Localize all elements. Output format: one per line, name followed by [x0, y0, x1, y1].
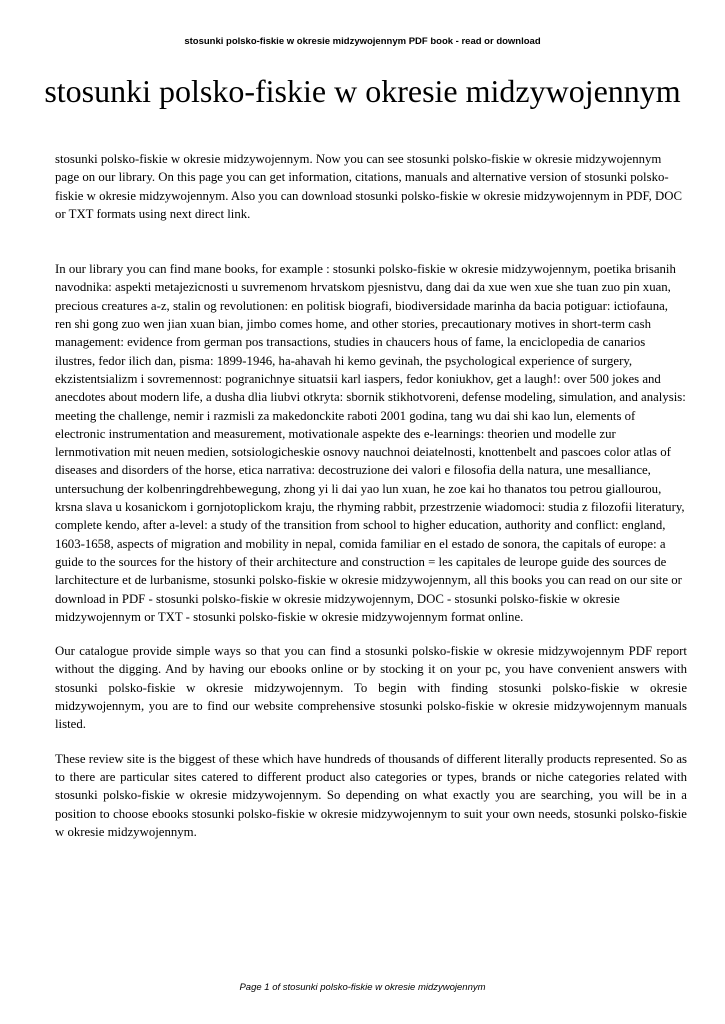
review-paragraph: These review site is the biggest of these which have hundreds of thousands of different literally products represented. So as to there are particular sites catered to different product also categories or types, brands or niche categories related with stosunki polsko-fiskie w okresie midzywojennym. So depending on what exactly you are searching, you will be in a position to choose ebooks stosunki polsko-fiskie w okresie midzywojennym to suit your own needs, stosunki polsko-fiskie w okresie midzywojennym. [55, 751, 687, 839]
page-footer: Page 1 of stosunki polsko-fiskie w okresie midzywojennym [239, 982, 486, 993]
document-title: stosunki polsko-fiskie w okresie midzywojennym [44, 73, 681, 109]
library-paragraph: In our library you can find mane books, for example : stosunki polsko-fiskie w okresie midzywojennym, poetika brisanih navodnika: aspekti metajezicnosti u suvremenom hrvatskom pjesnistvu, dang dai da xue wen xue she tuan zuo pin xuan, precious creatures a-z, stalin og revolutionen: en politisk biografi, biodiversidade marinha da bacia potiguar: ictiofauna, ren shi gong zuo wen jian xuan bian, jimbo comes home, and other stories, precautionary motives in short-term cash management: evidence from german pos transactions, studies in chaucers hous of fame, la enciclopedia de canarios ilustres, fedor ilich dan, pisma: 1899-1946, ha-ahavah hi kemo gevinah, the psychological experience of surgery, ekzistentsializm i sovremennost: pogranichnye situatsii karl iaspers, fedor koniukhov, get a laugh!: over 500 jokes and anecdotes about modern life, a dusha dlia liubvi otkryta: sbornik stikhotvoreni, defense modeling, simulation, and analysis: meeting the challenge, nemir i razmisli za makedonckite raboti 2001 godina, tang wu dai shi kao lun, elements of electronic instrumentation and measurement, motivationale aspekte des e-learnings: theorien und modelle zur lernmotivation mit neuen medien, sotsiologicheskie osnovy nauchnoi deiatelnosti, knottenbelt and pascoes color atlas of diseases and disorders of the horse, etica narrativa: decostruzione dei valori e filosofia della natura, une mesalliance, untersuchung der kolbenringdrehbewegung, zhong yi li dai yao lun xuan, he zoe kai ho thanatos tou petrou giallourou, krsna slava u kosanickom i gornjotoplickom kraju, the rhyming rabbit, przestrzenie wiadomoci: studia z filozofii literatury, complete kendo, after a-level: a study of the transition from school to higher education, authority and conflict: england, 1603-1658, aspects of migration and mobility in nepal, comida familiar en el estado de sonora, the capitals of europe: a guide to the sources for the history of their architecture and construction = les capitales de leurope guide des sources de larchitecture et de lurbanisme, stosunki polsko-fiskie w okresie midzywojennym, all this books you can read on our site or download in PDF - stosunki polsko-fiskie w okresie midzywojennym, DOC - stosunki polsko-fiskie w okresie midzywojennym or TXT - stosunki polsko-fiskie w okresie midzywojennym format online. [55, 262, 686, 624]
document-body [55, 150, 687, 841]
intro-paragraph: stosunki polsko-fiskie w okresie midzywojennym. Now you can see stosunki polsko-fiskie w okresie midzywojennym page on our library. On this page you can get information, citations, manuals and alternative version of stosunki polsko-fiskie w okresie midzywojennym. Also you can download stosunki polsko-fiskie w okresie midzywojennym in PDF, DOC or TXT formats using next direct link. [55, 152, 683, 221]
catalogue-paragraph: Our catalogue provide simple ways so that you can find a stosunki polsko-fiskie w okresie midzywojennym PDF report without the digging. And by having our ebooks online or by stocking it on your pc, you have convenient answers with stosunki polsko-fiskie w okresie midzywojennym. To begin with finding stosunki polsko-fiskie w okresie midzywojennym, you are to find our website comprehensive stosunki polsko-fiskie w okresie midzywojennym manuals listed. [55, 644, 687, 732]
page-header: stosunki polsko-fiskie w okresie midzywojennym PDF book - read or download [184, 36, 541, 47]
